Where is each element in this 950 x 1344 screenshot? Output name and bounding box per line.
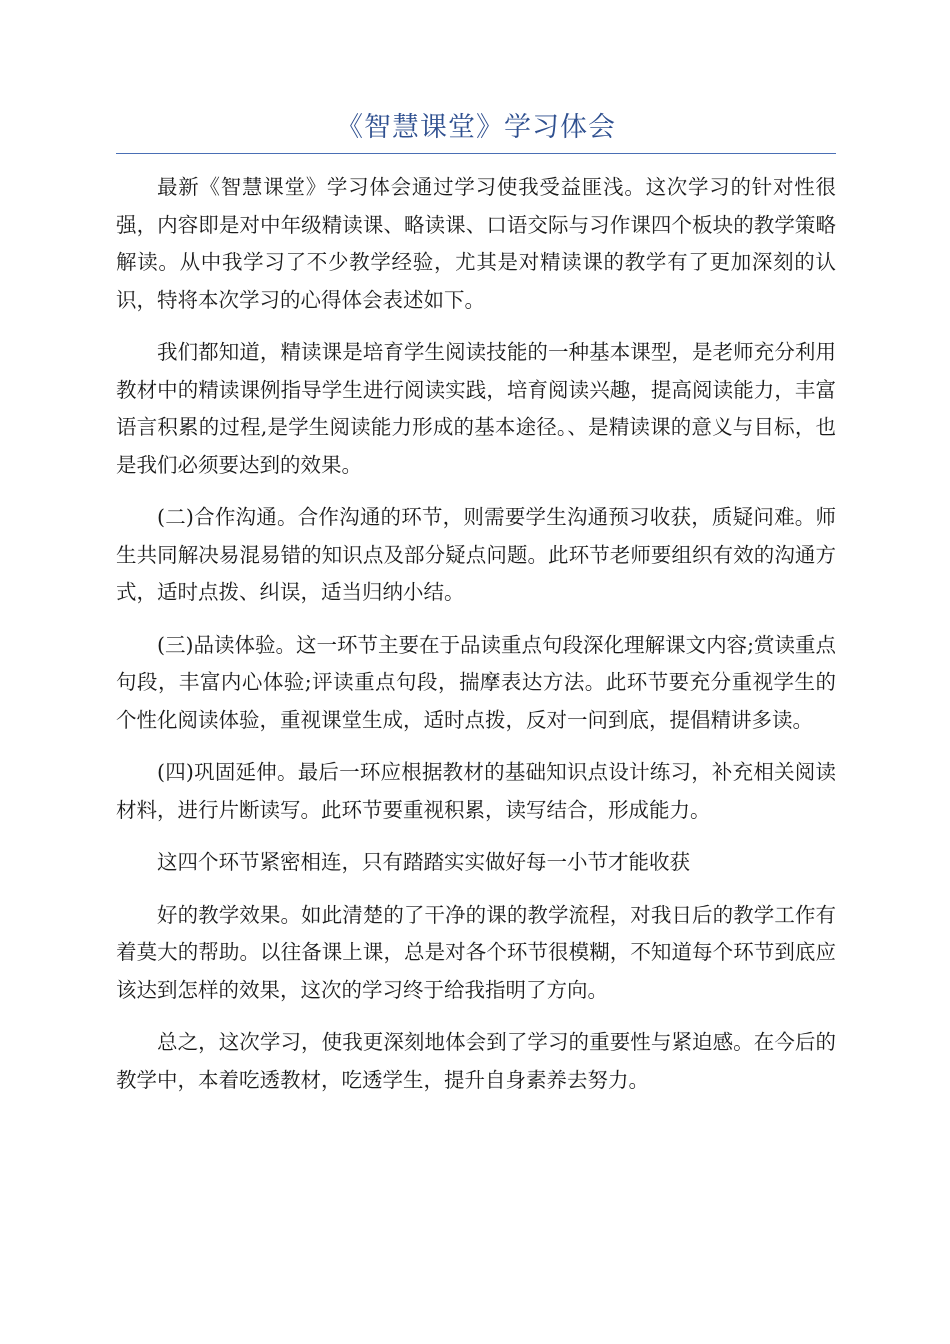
paragraph-5: (四)巩固延伸。最后一环应根据教材的基础知识点设计练习，补充相关阅读材料，进行片断读写。此环节要重视积累，读写结合，形成能力。 — [116, 760, 836, 822]
paragraph-2: 我们都知道，精读课是培育学生阅读技能的一种基本课型，是老师充分利用教材中的精读课例指导学生进行阅读实践，培育阅读兴趣，提高阅读能力，丰富语言积累的过程,是学生阅读能力形成的基本途径。、是精读课的意义与目标，也是我们必须要达到的效果。 — [116, 340, 836, 477]
document-page — [116, 108, 836, 1114]
document-title: 《智慧课堂》学习体会 — [116, 108, 836, 154]
paragraph-6: 这四个环节紧密相连，只有踏踏实实做好每一小节才能收获 — [157, 850, 690, 874]
paragraph-7: 好的教学效果。如此清楚的了干净的课的教学流程，对我日后的教学工作有着莫大的帮助。以往备课上课，总是对各个环节很模糊，不知道每个环节到底应该达到怎样的效果，这次的学习终于给我指明了方向。 — [116, 902, 836, 1002]
paragraph-3: (二)合作沟通。合作沟通的环节，则需要学生沟通预习收获，质疑问难。师生共同解决易混易错的知识点及部分疑点问题。此环节老师要组织有效的沟通方式，适时点拨、纠误，适当归纳小结。 — [116, 505, 836, 604]
paragraph-8: 总之，这次学习，使我更深刻地体会到了学习的重要性与紧迫感。在今后的教学中，本着吃透教材，吃透学生，提升自身素养去努力。 — [116, 1030, 836, 1092]
paragraph-4: (三)品读体验。这一环节主要在于品读重点句段深化理解课文内容;赏读重点句段，丰富内心体验;评读重点句段，揣摩表达方法。此环节要充分重视学生的个性化阅读体验，重视课堂生成，适时点拨，反对一问到底，提倡精讲多读。 — [116, 632, 836, 732]
paragraph-1: 最新《智慧课堂》学习体会通过学习使我受益匪浅。这次学习的针对性很强，内容即是对中年级精读课、略读课、口语交际与习作课四个板块的教学策略解读。从中我学习了不少教学经验，尤其是对精读课的教学有了更加深刻的认识，特将本次学习的心得体会表述如下。 — [116, 175, 836, 312]
